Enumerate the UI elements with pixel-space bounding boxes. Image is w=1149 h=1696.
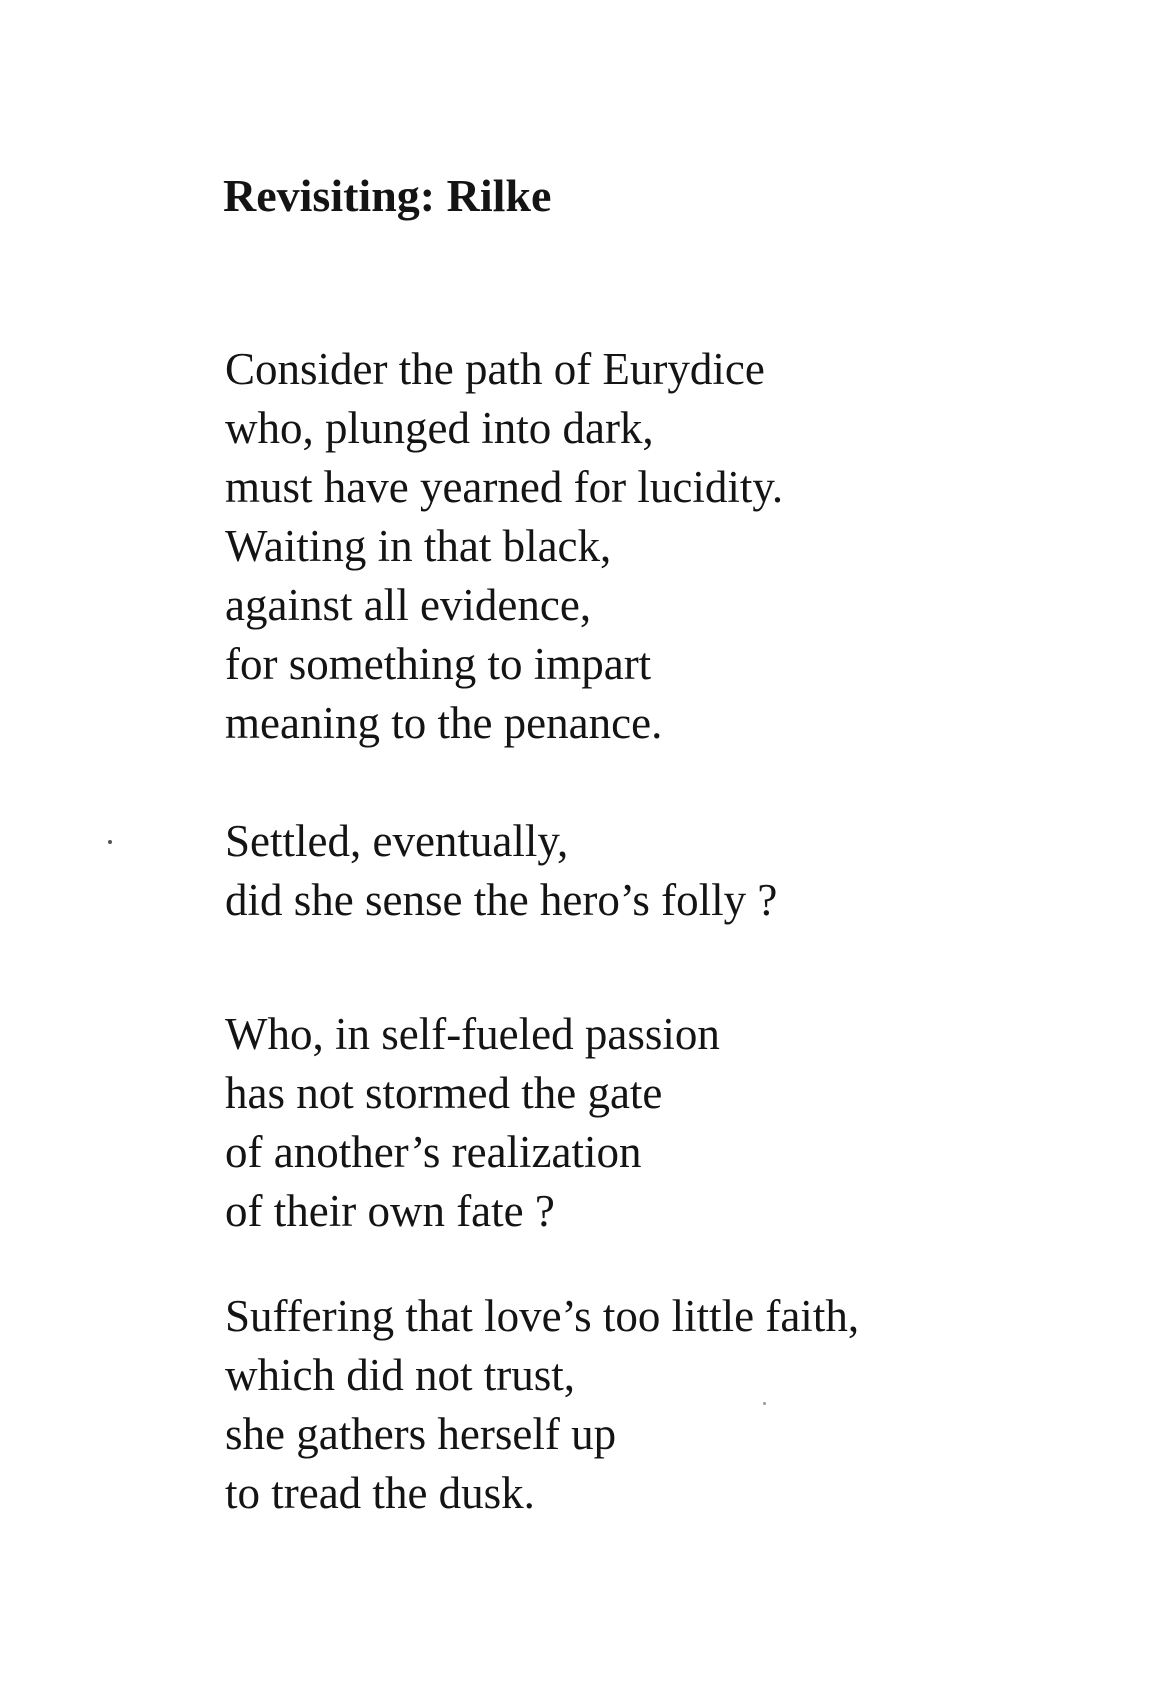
- poem-line: who, plunged into dark,: [225, 403, 654, 453]
- scan-speck: [108, 840, 112, 844]
- poem-line: Suffering that love’s too little faith,: [225, 1291, 860, 1341]
- poem-line: Consider the path of Eurydice: [225, 344, 765, 394]
- poem-title: Revisiting: Rilke: [223, 170, 552, 221]
- poem-line: Who, in self-fueled passion: [225, 1009, 720, 1059]
- stanza-2: [225, 812, 777, 930]
- stanza-1: [225, 340, 783, 753]
- poem-line: she gathers herself up: [225, 1409, 617, 1459]
- poem-line: Settled, eventually,: [225, 816, 569, 866]
- poem-line: meaning to the penance.: [225, 698, 663, 748]
- stanza-4: [225, 1287, 859, 1523]
- poem-line: Waiting in that black,: [225, 521, 612, 571]
- poem-line: has not stormed the gate: [225, 1068, 663, 1118]
- poem-line: to tread the dusk.: [225, 1468, 535, 1518]
- scan-speck: [763, 1402, 766, 1405]
- poem-line: for something to impart: [225, 639, 652, 689]
- poem-line: against all evidence,: [225, 580, 592, 630]
- poem-line: of their own fate ?: [225, 1186, 555, 1236]
- stanza-3: [225, 1005, 720, 1241]
- poem-line: did she sense the hero’s folly ?: [225, 875, 778, 925]
- poem-line: which did not trust,: [225, 1350, 575, 1400]
- poem-line: must have yearned for lucidity.: [225, 462, 784, 512]
- poem-line: of another’s realization: [225, 1127, 642, 1177]
